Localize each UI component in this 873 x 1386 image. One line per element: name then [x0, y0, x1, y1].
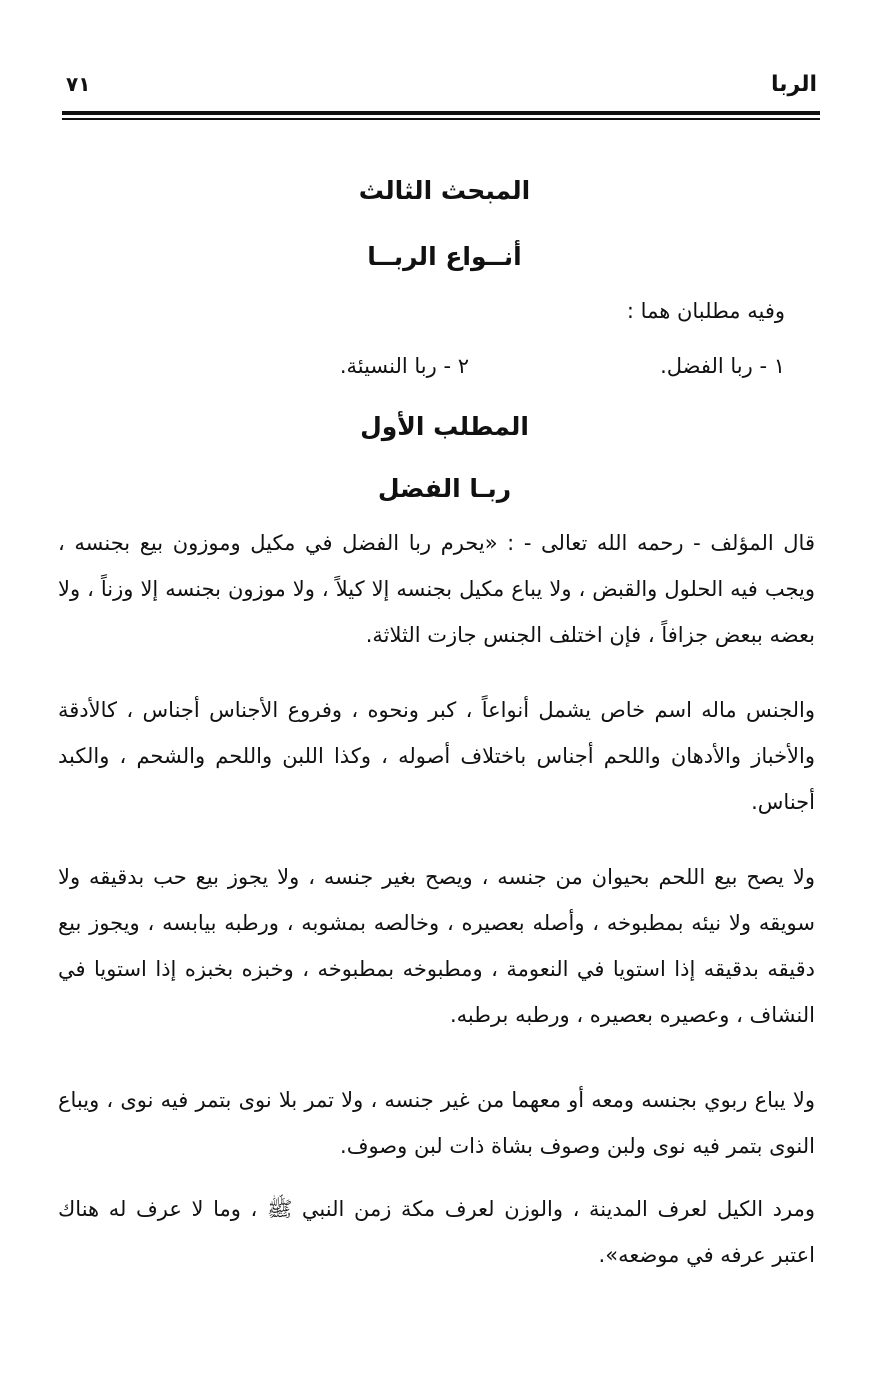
intro-text: وفيه مطلبان هما :	[626, 299, 785, 323]
subsection-title: ربـا الفضل	[377, 474, 512, 503]
section-title: أنــواع الربــا	[367, 242, 522, 271]
subsection-heading: المطلب الأول	[360, 412, 529, 441]
paragraph: ومرد الكيل لعرف المدينة ، والوزن لعرف مكة زمن النبي ﷺ ، وما لا عرف له هناك اعتبر عرفه في موضعه».	[58, 1197, 815, 1267]
paragraph: ولا يصح بيع اللحم بحيوان من جنسه ، ويصح بغير جنسه ، ولا يجوز بيع حب بدقيقه ولا سويقه ولا نيئه بمطبوخه ، وأصله بعصيره ، وخالصه بمشوبه ، ورطبه بيابسه ، ويجوز بيع دقيقه بدقيقه إذا استويا في النعومة ، ومطبوخه بمطبوخه ، وخبزه بخبزه إذا استويا في النشاف ، وعصيره بعصيره ، ورطبه برطبه.	[58, 865, 815, 1027]
list-item: ٢ - ربا النسيئة.	[339, 354, 469, 378]
list-item: ١ - ربا الفضل.	[660, 354, 785, 378]
section-heading: المبحث الثالث	[358, 176, 531, 205]
running-header-title: الربا	[770, 72, 817, 97]
header-rule-thick	[62, 111, 820, 115]
paragraph: قال المؤلف - رحمه الله تعالى - : «يحرم ربا الفضل في مكيل وموزون بيع بجنسه ، ويجب فيه الحلول والقبض ، ولا يباع مكيل بجنسه إلا كيلاً ، ولا موزون بجنسه إلا وزناً ، ولا بعضه ببعض جزافاً ، فإن اختلف الجنس جازت الثلاثة.	[58, 531, 815, 647]
paragraph: ولا يباع ربوي بجنسه ومعه أو معهما من غير جنسه ، ولا تمر بلا نوى بتمر فيه نوى ، ويباع النوى بتمر فيه نوى ولبن وصوف بشاة ذات لبن وصوف.	[58, 1088, 815, 1158]
page-number: ٧١	[66, 72, 91, 96]
header-rule-thin	[62, 118, 820, 120]
paragraph: والجنس ماله اسم خاص يشمل أنواعاً ، كبر ونحوه ، وفروع الأجناس أجناس ، كالأدقة والأخباز والأدهان واللحم أجناس باختلاف أصوله ، وكذا اللبن واللحم والشحم ، والكبد أجناس.	[58, 698, 815, 814]
